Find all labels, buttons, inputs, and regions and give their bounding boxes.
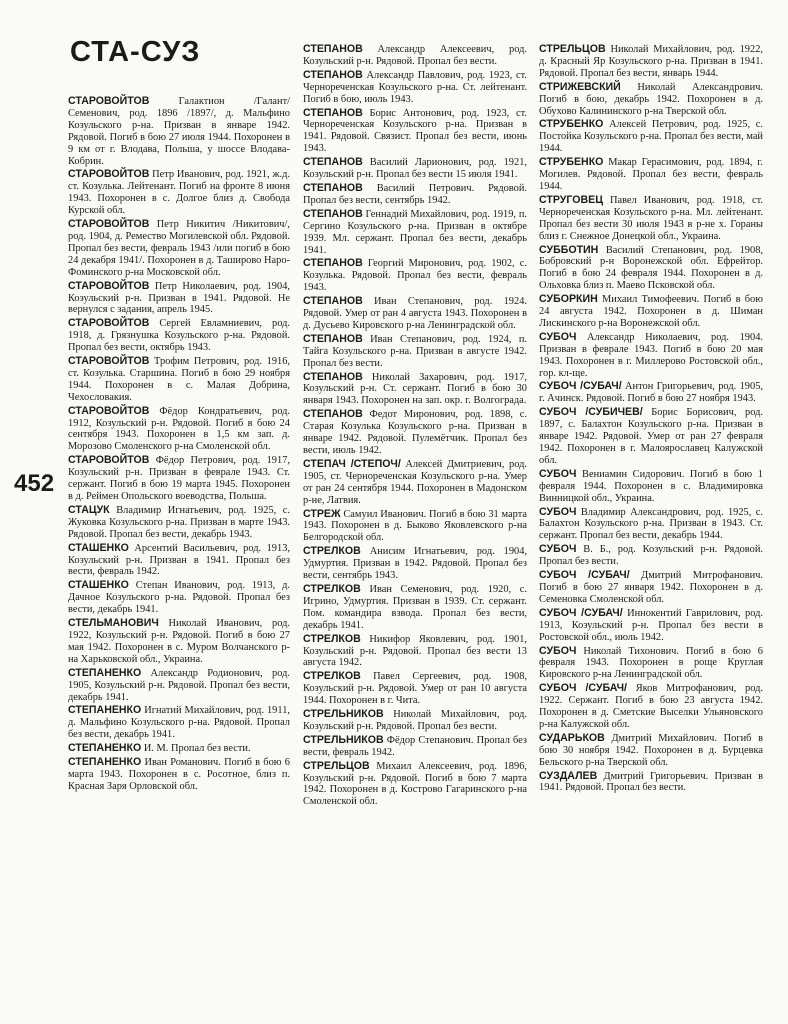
column-3 <box>539 44 763 796</box>
entry <box>68 705 290 741</box>
entry-text: Николай Тихонович. Погиб в бою 6 февраля 1943. Похоронен в роще Круглая Кировского р-на Ленинградской обл. <box>539 645 763 681</box>
entry-surname: СУЗДАЛЕВ <box>539 769 598 782</box>
entry <box>303 761 527 809</box>
entry-text: Петр Николаевич, род. 1904, Козульский р-н. Призван в 1941. Рядовой. Не вернулся с задания, апрель 1945. <box>68 280 290 316</box>
entry-surname: СТРЕЛЬНИКОВ <box>303 733 384 746</box>
entry-surname: СТЕЛЬМАНОВИЧ <box>68 617 159 630</box>
entry-surname: СУБОЧ <box>539 543 577 556</box>
entry-surname: СТАРОВОЙТОВ <box>68 95 150 107</box>
entry-text: Николай Михайлович, род. Козульский р-н. Рядовой. Пропал без вести. <box>303 709 527 732</box>
entry-surname: СУБОЧ /СУБАЧ/ <box>539 569 630 582</box>
entry-surname: СТРУБЕНКО <box>539 118 604 131</box>
entry <box>303 209 527 257</box>
entry-surname: СТАРОВОЙТОВ <box>68 168 150 181</box>
entry-text: Василий Ларионович, род. 1921, Козульский р-н. Пропал без вести 15 июля 1941. <box>303 157 527 181</box>
entry-text: Сергей Евламниевич, род. 1918, д. Грязнушка Козульского р-на. Рядовой. Пропал без вести, октябрь 1943. <box>68 318 290 354</box>
entry <box>539 407 763 467</box>
entry-surname: СТРЕЖ <box>303 507 341 520</box>
entry <box>539 544 763 568</box>
entry-surname: СТЕПАНОВ <box>303 156 363 169</box>
entry-text: Николай Иванович, род. 1922, Козульский р-н. Рядовой. Погиб в бою 27 мая 1942. Похоронен в с. Муром Волчанского р-на Харьковской обл., Украина. <box>68 618 290 665</box>
entry-surname: СТЕПАНОВ <box>303 181 363 194</box>
entry-text: Иван Семенович, род. 1920, с. Игрино, Удмуртия. Призван в 1939. Ст. сержант. Пом. командира взвода. Пропал без вести, декабрь 1941. <box>303 583 527 631</box>
entry-text: Самуил Иванович. Погиб в бою 31 марта 1943. Похоронен в д. Быково Яковлевского р-на Белгородской обл. <box>303 508 527 544</box>
entry-text: Александр Павлович, род. 1923, ст. Чернореченская Козульского р-на. Ст. лейтенант. Погиб в бою, июль 1943. <box>303 69 527 105</box>
entry-text: Федот Миронович, род. 1898, с. Старая Козулька Козульского р-на. Призван в январе 1942. Рядовой. Пулемётчик. Пропал без вести, июль 1942. <box>303 409 527 456</box>
entry-text: Иван Степанович, род. 1924. Рядовой. Умер от ран 4 августа 1943. Похоронен в д. Дусьево Кировского р-на Ленинградской обл. <box>303 296 527 331</box>
entry <box>303 546 527 582</box>
entry <box>68 169 290 217</box>
entry-text: Фёдор Кондратьевич, род. 1912, Козульский р-н. Рядовой. Погиб в бою 24 сентября 1943. Похоронен в 1,5 км зап. д. Морозово Смоленского р-на Смоленской обл. <box>68 405 290 453</box>
entry <box>303 258 527 294</box>
entry-surname: СТАРОВОЙТОВ <box>68 355 150 368</box>
entry-surname: СТЕПАНОВ <box>303 68 363 81</box>
entry <box>539 294 763 330</box>
entry <box>539 381 763 405</box>
entry <box>539 332 763 380</box>
entry-surname: СУБОРКИН <box>539 293 598 306</box>
entry-surname: СТАШЕНКО <box>68 579 129 592</box>
entry-text: И. М. Пропал без вести. <box>141 743 251 755</box>
entry-surname: СТРЕЛКОВ <box>303 670 361 683</box>
entry <box>303 509 527 545</box>
entry-text: Галактион /Галант/ Семенович, род. 1896 /1897/, д. Мальфино Козульского р-на. Призван в январе 1942. Рядовой. Погиб в бою 27 июля 1944. Похоронен в 9 км от г. Влодава, Польша, у шоссе Влодава-Кобрин. <box>68 96 290 167</box>
entry <box>303 459 527 507</box>
entry-surname: СТЕПАНОВ <box>303 106 363 119</box>
entry-text: Николай Захарович, род. 1917, Козульский р-н. Ст. сержант. Погиб в бою 30 января 1943. Похоронен на зап. окр. г. Волгограда. <box>303 371 527 407</box>
entry-text: Степан Иванович, род. 1913, д. Дачное Козульского р-на. Рядовой. Пропал без вести, декабрь 1941. <box>68 580 290 616</box>
entry-text: Владимир Александрович, род. 1925, с. Балахтон Козульского р-на. Призван в 1943. Ст. сержант. Пропал без вести, декабрь 1944. <box>539 506 763 542</box>
entry-text: Антон Григорьевич, род. 1905, г. Ачинск. Рядовой. Погиб в бою 27 ноября 1943. <box>539 381 763 405</box>
entry-surname: СТРУБЕНКО <box>539 156 604 169</box>
entry <box>68 743 290 755</box>
entry-surname: СТАРОВОЙТОВ <box>68 454 150 467</box>
entry-surname: СТАРОВОЙТОВ <box>68 218 150 231</box>
entry <box>539 157 763 193</box>
entry <box>68 668 290 704</box>
entry <box>68 318 290 354</box>
entry-surname: СТЕПАНОВ <box>303 207 363 220</box>
entry-text: Михаил Тимофеевич. Погиб в бою 24 августа 1942. Похоронен в д. Шиман Лискинского р-на Воронежской обл. <box>539 294 763 329</box>
entry-surname: СУБОЧ /СУБАЧ/ <box>539 682 627 695</box>
entry-text: Василий Петрович. Рядовой. Пропал без вести, сентябрь 1942. <box>303 182 527 206</box>
entry-surname: СТЕПАНЕНКО <box>68 742 142 755</box>
entry-text: Алексей Дмитриевич, род. 1905, ст. Чернореченская Козульского р-на. Умер от ран 24 сентября 1944. Похоронен в Мадонском р-не, Латвия. <box>303 458 527 506</box>
entry-text: Михаил Алексеевич, род. 1896, Козульский р-н. Рядовой. Погиб в бою 7 марта 1942. Похоронен в д. Кострово Гагаринского р-на Смоленской обл. <box>303 760 527 808</box>
entry-text: Петр Никитич /Никитович/, род. 1904, д. Ремество Могилевской обл. Рядовой. Пропал без вести, февраль 1943 /или погиб в бою 24 декабря 1941/. Похоронен в д. Таширово Наро-Фоминского р-на Московской обл. <box>68 219 290 278</box>
entry-text: Василий Степанович, род. 1908, Бобровский р-н Воронежской обл. Ефрейтор. Погиб в бою 24 февраля 1944. Похоронен в д. Ольховка близ п. Маево Псковской обл. <box>539 244 763 292</box>
entry-text: Дмитрий Митрофанович. Погиб в бою 27 января 1942. Похоронен в д. Семеновка Смоленской обл. <box>539 570 764 605</box>
entry <box>68 356 290 404</box>
entry-surname: СТРЕЛЬЦОВ <box>303 759 370 772</box>
entry-text: Александр Николаевич, род. 1904. Призван в феврале 1943. Погиб в бою 20 мая 1943. Похоронен в г. Миллерово Ростовской обл., гор. кл-ще. <box>539 331 763 379</box>
entry-text: Фёдор Петрович, род. 1917, Козульский р-н. Призван в феврале 1943. Ст. сержант. Погиб в бою 19 марта 1945. Похоронен в д. Реймен Опольского воеводства, Польша. <box>68 455 290 502</box>
entry <box>303 183 527 207</box>
column-2 <box>303 44 527 810</box>
entry <box>68 757 290 793</box>
entry <box>68 96 290 167</box>
entry-text: Дмитрий Григорьевич. Призван в 1941. Рядовой. Пропал без вести. <box>539 770 763 794</box>
entry-text: Александр Родионович, род. 1905, Козульский р-н. Рядовой. Пропал без вести, декабрь 1941. <box>68 667 290 703</box>
entry-surname: СТЕПАНЕНКО <box>68 756 142 769</box>
entry <box>539 733 763 769</box>
entry-text: Никифор Яковлевич, род. 1901, Козульский р-н. Рядовой. Пропал без вести 13 августа 1942. <box>303 633 527 669</box>
entry-text: Анисим Игнатьевич, род. 1904, Удмуртия. Призван в 1942. Рядовой. Пропал без вести, сентябрь 1943. <box>303 546 527 582</box>
entry-text: Арсентий Васильевич, род. 1913, Козульский р-н. Призван в 1941. Пропал без вести, февраль 1942. <box>68 542 290 578</box>
entry-surname: СТАРОВОЙТОВ <box>68 317 150 330</box>
entry <box>303 634 527 670</box>
entry <box>303 735 527 759</box>
entry <box>68 580 290 616</box>
entry-text: Владимир Игнатьевич, род. 1925, с. Жуковка Козульского р-на. Призван в марте 1943. Рядовой. Пропал без вести, декабрь 1943. <box>68 504 290 540</box>
entry-surname: СТАРОВОЙТОВ <box>68 279 150 292</box>
entry-text: Борис Антонович, род. 1923, ст. Чернореченская Козульского р-на. Призван в 1941. Рядовой. Связист. Пропал без вести, июнь 1943. <box>303 107 527 155</box>
entry <box>539 82 763 118</box>
entry <box>68 618 290 666</box>
entry-surname: СТЕПАНОВ <box>303 408 363 421</box>
entry <box>303 671 527 707</box>
entry-surname: СУБОЧ <box>539 505 577 518</box>
entry-text: Геннадий Михайлович, род. 1919, п. Сергино Козульского р-на. Призван в октябре 1939. Мл. сержант. Пропал без вести, декабрь 1941. <box>303 208 527 256</box>
entry <box>68 281 290 317</box>
entry-surname: СТЕПАНОВ <box>303 43 363 55</box>
entry-surname: СУББОТИН <box>539 243 599 256</box>
entry-surname: СТРЕЛКОВ <box>303 545 361 558</box>
entry <box>539 507 763 543</box>
entry-surname: СУДАРЬКОВ <box>539 731 605 744</box>
entry <box>303 108 527 156</box>
entry-surname: СУБОЧ <box>539 467 577 480</box>
entry <box>68 406 290 454</box>
entry-text: Борис Борисович, род. 1897, с. Балахтон Козульского р-на. Призван в январе 1942. Рядовой. Умер от ран 27 февраля 1942. Похоронен в г. Малоярославец Калужской обл. <box>539 407 763 466</box>
entry-surname: СУБОЧ /СУБАЧ/ <box>539 380 622 393</box>
entry <box>539 608 763 644</box>
entry <box>303 372 527 408</box>
column-1 <box>68 96 290 795</box>
entry <box>303 44 527 68</box>
entry-surname: СУБОЧ /СУБАЧ/ <box>539 606 623 619</box>
entry-text: Георгий Миронович, род. 1902, с. Козулька. Рядовой. Пропал без вести, февраль 1943. <box>303 258 527 294</box>
entry-text: Николай Михайлович, род. 1922, д. Красный Яр Козульского р-на. Призван в 1941. Рядовой. Пропал без вести, январь 1944. <box>539 44 763 79</box>
entry <box>303 296 527 332</box>
entry-text: Петр Иванович, род. 1921, ж.д. ст. Козулька. Лейтенант. Погиб на фронте 8 июня 1943. Похоронен в с. Долгое близ д. Свобода Курской обл. <box>68 169 290 217</box>
entry-surname: СТАРОВОЙТОВ <box>68 404 150 417</box>
entry-text: Вениамин Сидорович. Погиб в бою 1 февраля 1944. Похоронен в с. Владимировка Винницкой обл., Украина. <box>539 468 763 504</box>
entry-surname: СУБОЧ <box>539 644 577 657</box>
entry-surname: СТЕПАНЕНКО <box>68 704 142 717</box>
entry <box>539 245 763 293</box>
entry-surname: СТРИЖЕВСКИЙ <box>539 80 621 93</box>
entry <box>539 771 763 795</box>
entry <box>539 469 763 505</box>
entry-text: Яков Митрофанович, род. 1922. Сержант. Погиб в бою 23 августа 1942. Похоронен в д. Сметские Выселки Ульяновского р-на Калужской обл. <box>539 683 763 730</box>
entry-text: Иван Романович. Погиб в бою 6 марта 1943. Похоронен в с. Росотное, близ п. Красная Заря Орловской обл. <box>68 757 290 792</box>
entry-surname: СТРЕЛЬЦОВ <box>539 43 606 55</box>
entry-text: Трофим Петрович, род. 1916, ст. Козулька. Старшина. Погиб в бою 29 ноября 1944. Похоронен в с. Малая Добрина, Чехословакия. <box>68 356 290 403</box>
entry-surname: СТРЕЛКОВ <box>303 582 361 595</box>
entry <box>303 584 527 632</box>
entry-surname: СТАШЕНКО <box>68 541 129 554</box>
entry-surname: СТЕПАНОВ <box>303 332 363 345</box>
entry-text: Дмитрий Михайлович. Погиб в бою 30 ноября 1942. Похоронен в д. Бурцевка Бельского р-на Тверской обл. <box>539 732 763 768</box>
entry <box>539 570 763 606</box>
entry <box>303 70 527 106</box>
entry-text: В. Б., род. Козульский р-н. Рядовой. Пропал без вести. <box>539 544 763 568</box>
entry-text: Фёдор Степанович. Пропал без вести, февраль 1942. <box>303 734 527 758</box>
entry-surname: СТАЦУК <box>68 503 110 516</box>
entry-text: Алексей Петрович, род. 1925, с. Постойка Козульского р-на. Пропал без вести, май 1944. <box>539 119 763 155</box>
entry <box>68 455 290 503</box>
entry-surname: СУБОЧ <box>539 330 577 343</box>
entry-surname: СТЕПАЧ /СТЕПОЧ/ <box>303 457 401 470</box>
entry-surname: СТРЕЛКОВ <box>303 632 361 645</box>
entry-surname: СТЕПАНОВ <box>303 257 363 270</box>
entry <box>539 683 763 731</box>
entry <box>68 505 290 541</box>
entry-surname: СТЕПАНОВ <box>303 295 363 308</box>
entry <box>539 646 763 682</box>
entry <box>303 409 527 457</box>
entry-text: Николай Александрович. Погиб в бою, декабрь 1942. Похоронен в д. Обухово Калининского р-на Тверской обл. <box>539 81 763 117</box>
entry-surname: СУБОЧ /СУБИЧЕВ/ <box>539 406 643 419</box>
entry-surname: СТРЕЛЬНИКОВ <box>303 708 384 721</box>
entry-text: Иннокентий Гаврилович, род. 1913, Козульский р-н. Пропал без вести в Ростовской обл., июль 1942. <box>539 607 764 643</box>
entry <box>539 195 763 243</box>
page-number: 452 <box>14 470 55 497</box>
entry-text: Павел Сергеевич, род. 1908, Козульский р-н. Рядовой. Умер от ран 10 августа 1944. Похоронен в г. Чита. <box>303 671 527 707</box>
entry-text: Павел Иванович, род. 1918, ст. Чернореченская Козульского р-на. Мл. лейтенант. Пропал без вести 30 июля 1943 в р-не х. Гораны близ г. Снежное Донецкой обл., Украина. <box>539 194 763 242</box>
entry <box>539 119 763 155</box>
entry <box>303 334 527 370</box>
page-header: СТА-СУЗ <box>70 36 201 68</box>
entry-text: Александр Алексеевич, род. Козульский р-н. Рядовой. Пропал без вести. <box>303 44 527 67</box>
entry-text: Макар Герасимович, род. 1894, г. Могилев. Рядовой. Пропал без вести, февраль 1944. <box>539 157 763 192</box>
entry-surname: СТРУГОВЕЦ <box>539 193 603 206</box>
entry <box>539 44 763 80</box>
entry <box>303 157 527 181</box>
entry <box>303 709 527 733</box>
entry-surname: СТЕПАНОВ <box>303 370 363 383</box>
entry-text: Игнатий Михайлович, род. 1911, д. Мальфино Козульского р-на. Рядовой. Пропал без вести, декабрь 1941. <box>68 705 290 741</box>
entry-surname: СТЕПАНЕНКО <box>68 666 142 679</box>
entry-text: Иван Степанович, род. 1924, п. Тайга Козульского р-на. Призван в августе 1942. Пропал без вести. <box>303 333 527 369</box>
entry <box>68 219 290 279</box>
entry <box>68 543 290 579</box>
